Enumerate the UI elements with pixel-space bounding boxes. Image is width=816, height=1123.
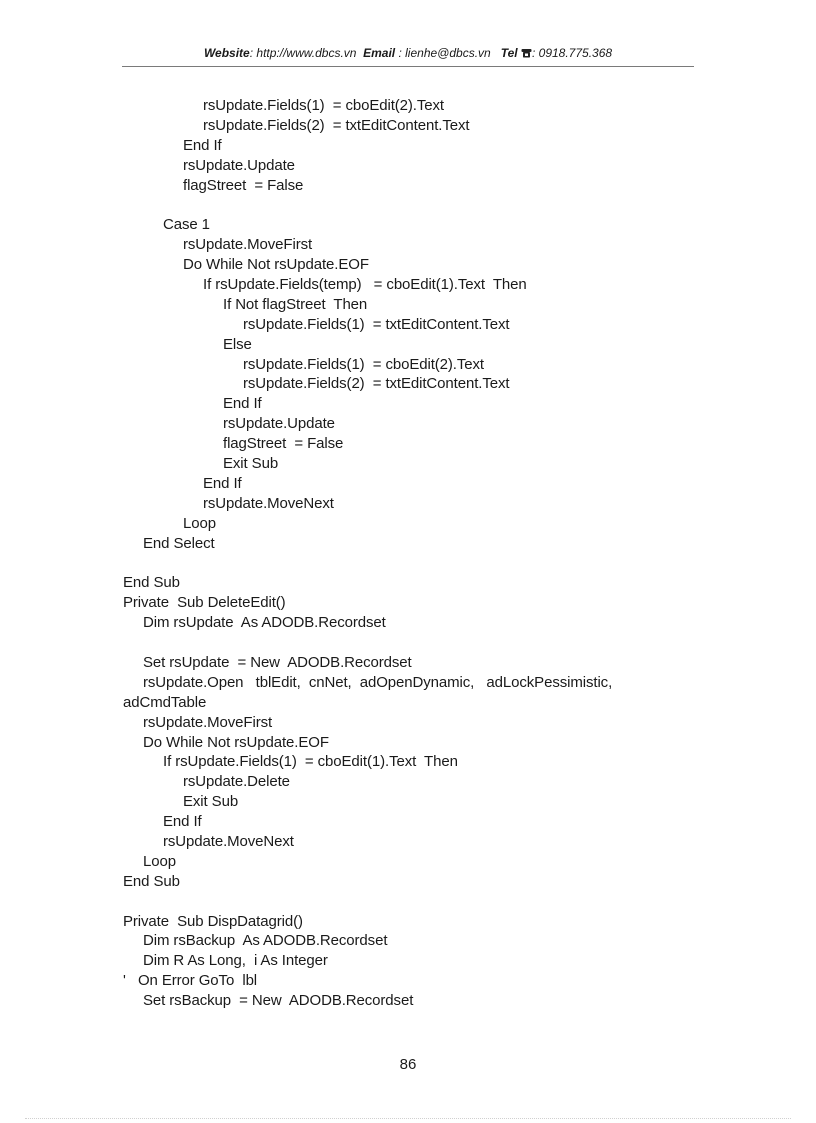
code-line: rsUpdate.MoveFirst	[183, 236, 313, 254]
code-line: rsUpdate.MoveFirst	[143, 713, 273, 731]
code-line: rsUpdate.Fields(1) = cboEdit(2).Text	[203, 97, 444, 114]
code-line	[123, 633, 703, 653]
code-line	[123, 892, 703, 912]
code-line: ' On Error GoTo lbl	[123, 972, 258, 990]
code-line: Dim rsUpdate As ADODB.Recordset	[143, 614, 386, 632]
code-line: Loop	[183, 514, 216, 532]
email-label: Email	[363, 46, 396, 60]
code-line: rsUpdate.Fields(2) = txtEditContent.Text	[243, 375, 510, 393]
code-line: Set rsUpdate = New ADODB.Recordset	[143, 653, 412, 671]
code-line	[123, 195, 703, 215]
code-line: Loop	[143, 852, 176, 870]
code-line: Private Sub DispDatagrid()	[123, 912, 303, 930]
code-line: Do While Not rsUpdate.EOF	[143, 733, 329, 751]
code-line: Do While Not rsUpdate.EOF	[183, 256, 369, 274]
page-header	[122, 46, 694, 67]
code-line: If Not flagStreet Then	[223, 295, 368, 313]
code-line: rsUpdate.Fields(1) = txtEditContent.Text	[243, 315, 510, 333]
code-line: Dim R As Long, i As Integer	[143, 952, 328, 970]
code-line: rsUpdate.Delete	[183, 773, 290, 791]
code-line: End Sub	[123, 574, 180, 592]
code-line: rsUpdate.Open tblEdit, cnNet, adOpenDynamic, adLockPessimistic,	[143, 673, 613, 691]
footer-divider	[25, 1118, 791, 1119]
website-label: Website	[203, 46, 250, 60]
code-line: Exit Sub	[223, 455, 279, 473]
code-line: rsUpdate.MoveNext	[203, 494, 334, 512]
code-line: End If	[223, 395, 262, 413]
code-line: rsUpdate.Update	[223, 415, 335, 433]
tel-label: Tel	[500, 46, 518, 60]
code-line: flagStreet = False	[183, 176, 304, 194]
code-line: rsUpdate.Fields(2) = txtEditContent.Text	[203, 116, 470, 134]
code-line: Set rsBackup = New ADODB.Recordset	[143, 992, 414, 1010]
code-line: End Select	[143, 534, 215, 552]
code-line: Dim rsBackup As ADODB.Recordset	[143, 932, 388, 950]
page-number: 86	[399, 1056, 417, 1073]
website-value: : http://www.dbcs.vn	[249, 46, 357, 60]
code-line: Exit Sub	[183, 793, 239, 811]
code-line: End Sub	[123, 872, 180, 890]
code-line	[123, 553, 703, 573]
phone-icon	[521, 48, 532, 58]
code-line: End If	[203, 474, 242, 492]
code-line: adCmdTable	[123, 693, 207, 711]
code-line: rsUpdate.Fields(1) = cboEdit(2).Text	[243, 355, 484, 373]
code-line: End If	[183, 136, 222, 154]
email-value: : lienhe@dbcs.vn	[395, 46, 491, 60]
code-listing	[123, 96, 703, 1011]
code-line: If rsUpdate.Fields(temp) = cboEdit(1).Text Then	[203, 276, 527, 294]
code-line: rsUpdate.Update	[183, 156, 295, 174]
code-line: Case 1	[163, 216, 210, 234]
code-line: flagStreet = False	[223, 435, 344, 453]
code-line: End If	[163, 813, 202, 831]
tel-value: : 0918.775.368	[531, 46, 613, 60]
code-line: Private Sub DeleteEdit()	[123, 594, 286, 612]
code-line: If rsUpdate.Fields(1) = cboEdit(1).Text Then	[163, 753, 458, 771]
code-line: Else	[223, 335, 252, 353]
code-line: rsUpdate.MoveNext	[163, 832, 294, 850]
